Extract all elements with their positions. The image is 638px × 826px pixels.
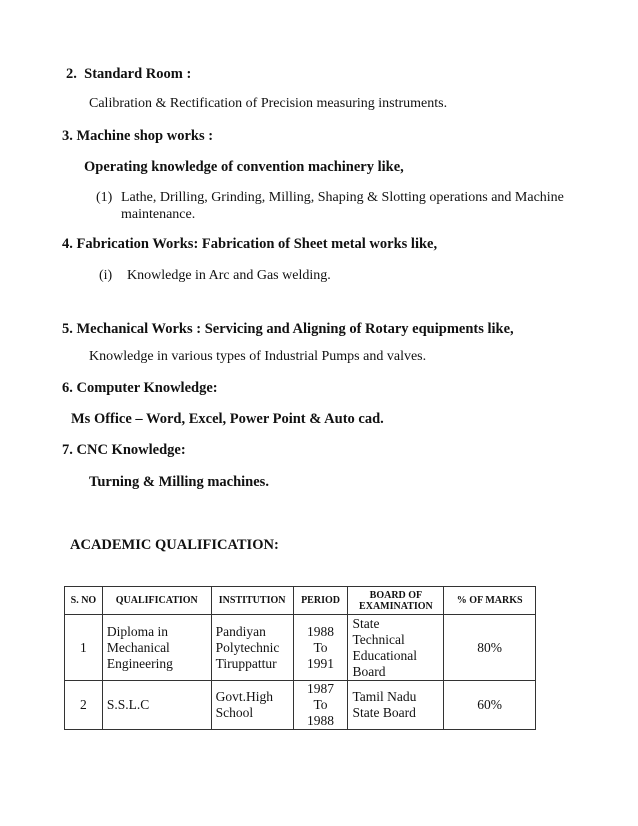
section-3-subheading: Operating knowledge of convention machinery like, — [84, 159, 404, 175]
section-2-line: Calibration & Rectification of Precision measuring instruments. — [89, 96, 448, 111]
header-qualification: QUALIFICATION — [102, 587, 211, 615]
section-3-heading: 3. Machine shop works : — [62, 128, 214, 144]
section-3-item-marker: (1) — [96, 190, 113, 205]
section-5-line: Knowledge in various types of Industrial Pumps and valves. — [89, 349, 427, 364]
cell-sno: 2 — [65, 681, 103, 730]
academic-table — [64, 586, 536, 730]
cell-period: 1988 To 1991 — [293, 615, 348, 681]
section-3-item-line2: maintenance. — [121, 207, 196, 222]
table-row — [65, 681, 536, 730]
section-5-heading: 5. Mechanical Works : Servicing and Aligning of Rotary equipments like, — [62, 321, 514, 337]
header-period: PERIOD — [293, 587, 348, 615]
cell-sno: 1 — [65, 615, 103, 681]
cell-period: 1987 To 1988 — [293, 681, 348, 730]
cell-qualification: Diploma in Mechanical Engineering — [102, 615, 211, 681]
section-2-number: 2. — [66, 66, 77, 82]
cell-institution: Pandiyan Polytechnic Tiruppattur — [211, 615, 293, 681]
header-board: BOARD OF EXAMINATION — [348, 587, 444, 615]
cell-marks: 60% — [444, 681, 536, 730]
academic-title: ACADEMIC QUALIFICATION: — [70, 537, 279, 553]
cell-institution: Govt.High School — [211, 681, 293, 730]
table-header-row — [65, 587, 536, 615]
section-3-item-line1: Lathe, Drilling, Grinding, Milling, Shaping & Slotting operations and Machine — [121, 190, 564, 205]
section-4-item-marker: (i) — [99, 268, 113, 283]
section-6-line: Ms Office – Word, Excel, Power Point & Auto cad. — [71, 411, 384, 427]
section-4-item-text: Knowledge in Arc and Gas welding. — [127, 268, 331, 283]
cell-board: State Technical Educational Board — [348, 615, 444, 681]
section-4-heading: 4. Fabrication Works: Fabrication of Sheet metal works like, — [62, 236, 438, 252]
cell-qualification: S.S.L.C — [102, 681, 211, 730]
cell-marks: 80% — [444, 615, 536, 681]
table-row — [65, 615, 536, 681]
header-marks: % OF MARKS — [444, 587, 536, 615]
header-sno: S. NO — [65, 587, 103, 615]
section-7-heading: 7. CNC Knowledge: — [62, 442, 186, 458]
section-6-heading: 6. Computer Knowledge: — [62, 380, 218, 396]
section-2-heading — [66, 66, 191, 83]
section-7-line: Turning & Milling machines. — [89, 474, 269, 490]
cell-board: Tamil Nadu State Board — [348, 681, 444, 730]
header-institution: INSTITUTION — [211, 587, 293, 615]
section-2-title: Standard Room : — [84, 66, 192, 82]
